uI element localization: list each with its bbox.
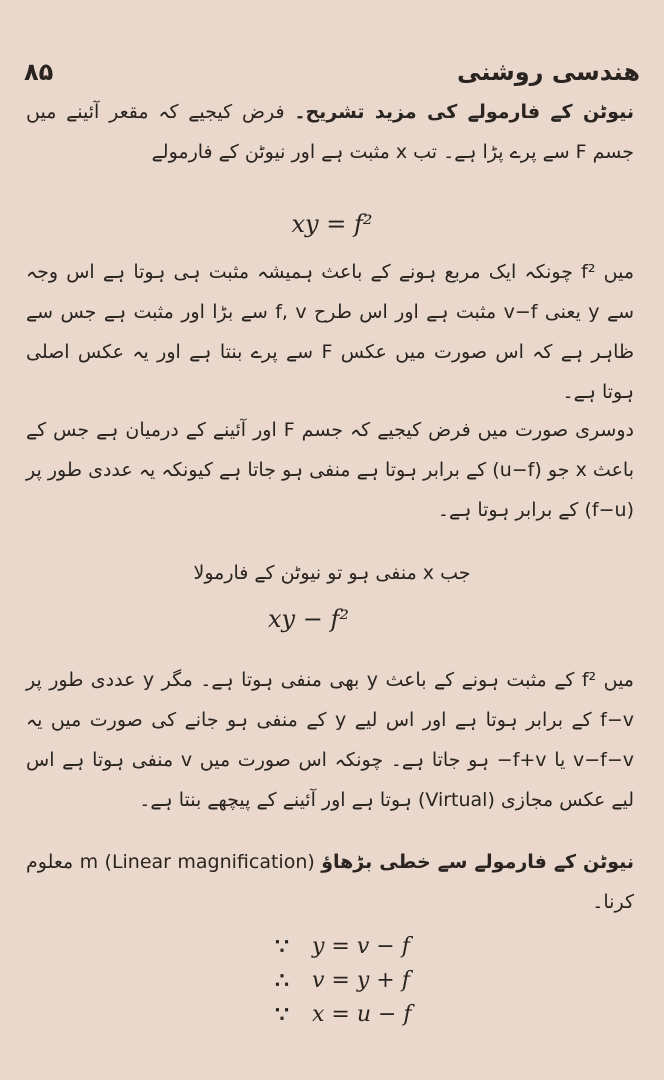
formula-2: xy − f² bbox=[268, 605, 349, 633]
equation-row bbox=[270, 930, 470, 964]
because-symbol: ∵ bbox=[275, 934, 289, 960]
paragraph-2: میں f² چونکہ ایک مربع ہونے کے باعث ہمیشہ مثبت ہی ہوتا ہے اس وجہ سے y یعنی v−f مثبت ہے اور اس طرح f, v سے بڑا اور مثبت ہے جس سے ظاہر ہے کہ اس صورت میں عکس F سے پرے بنتا ہے اور یہ عکس اصلی ہوتا ہے۔ bbox=[26, 261, 634, 403]
paragraph-1 bbox=[26, 92, 634, 172]
page-number: ۸۵ bbox=[24, 58, 54, 86]
equation-text: y = v − f bbox=[312, 934, 410, 959]
paragraph-3: دوسری صورت میں فرض کیجیے کہ جسم F اور آئینے کے درمیان ہے جس کے باعث x جو (u−f) کے برابر ہوتا ہے منفی ہو جاتا ہے کیونکہ یہ عددی طور پر (f−u) کے برابر ہوتا ہے۔ bbox=[26, 419, 634, 521]
equation-row bbox=[270, 964, 470, 998]
page-header bbox=[24, 52, 640, 92]
paragraph-5-heading: نیوٹن کے فارمولے سے خطی بڑھاؤ bbox=[321, 851, 635, 873]
paragraph-5-text: (Linear magnification) m معلوم کرنا۔ bbox=[26, 851, 634, 913]
paragraph-1-heading: نیوٹن کے فارمولے کی مزید تشریح۔ bbox=[294, 101, 634, 123]
because-symbol: ∵ bbox=[275, 1002, 289, 1028]
equation-text: v = y + f bbox=[312, 968, 410, 993]
center-line: جب x منفی ہو تو نیوٹن کے فارمولا bbox=[193, 562, 471, 584]
paragraph-4: میں f² کے مثبت ہونے کے باعث y بھی منفی ہوتا ہے۔ مگر y عددی طور پر f−v کے برابر ہوتا ہے اور اس لیے y کے منفی ہو جانے کی صورت میں یہ v−f−v یا f+v− ہو جاتا ہے۔ چونکہ اس صورت میں v منفی ہوتا ہے اس لیے عکس مجازی (Virtual) ہوتا ہے اور آئینے کے پیچھے بنتا ہے۔ bbox=[26, 669, 635, 811]
equation-list bbox=[270, 930, 470, 1032]
paragraph-5 bbox=[26, 842, 634, 922]
therefore-symbol: ∴ bbox=[275, 968, 289, 994]
equation-row bbox=[270, 998, 470, 1032]
formula-1: xy = f² bbox=[291, 210, 373, 238]
paragraph-1-text: فرض کیجیے کہ مقعر آئینے میں جسم F سے پرے پڑا ہے۔ تب x مثبت ہے اور نیوٹن کے فارمولے bbox=[26, 101, 634, 163]
running-title: هندسی روشنی bbox=[457, 58, 640, 86]
equation-text: x = u − f bbox=[312, 1002, 412, 1027]
